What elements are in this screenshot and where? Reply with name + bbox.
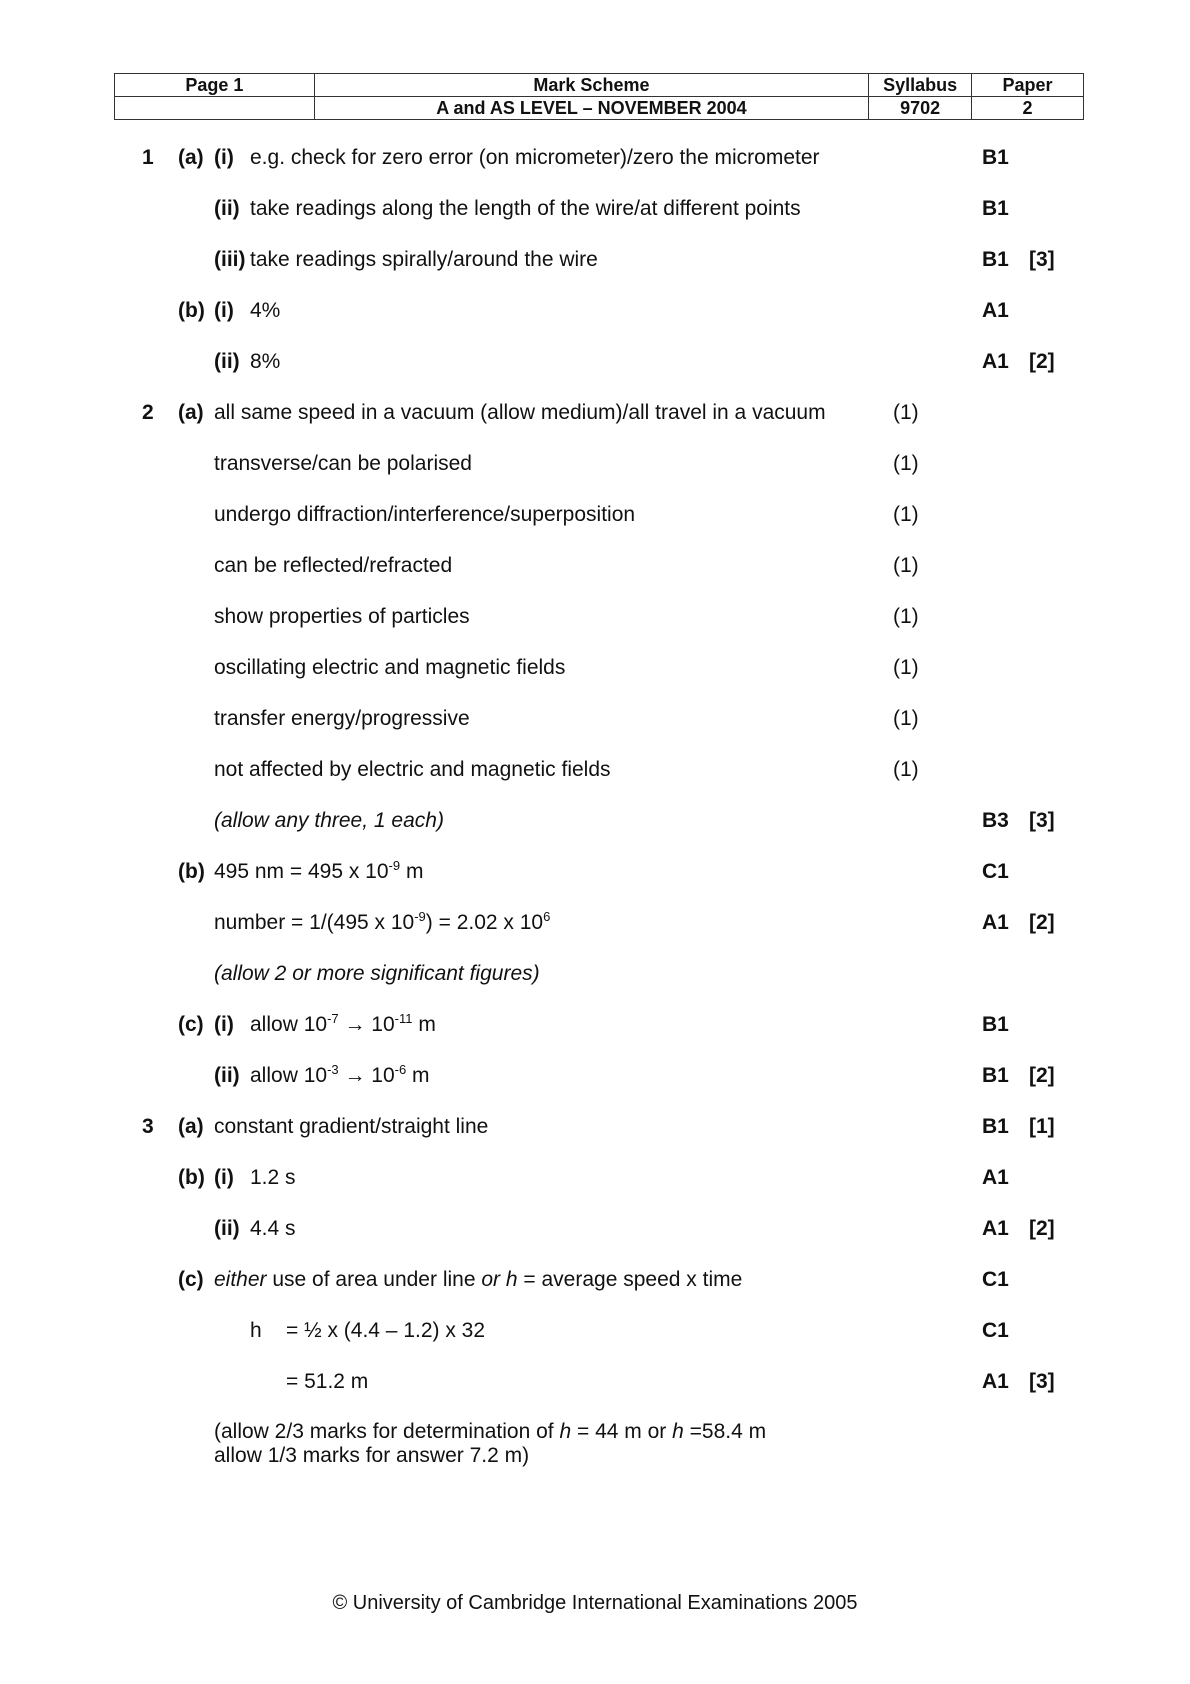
mark-code: B1 xyxy=(982,146,1009,169)
part-label: (a) xyxy=(178,1115,204,1138)
answer-text: all same speed in a vacuum (allow medium)/all travel in a vacuum xyxy=(214,401,826,424)
part-label: (c) xyxy=(178,1013,204,1036)
subpart-label: (ii) xyxy=(214,1217,240,1240)
mark-code: C1 xyxy=(982,860,1009,883)
header-table xyxy=(114,73,1084,120)
answer-text: not affected by electric and magnetic fields xyxy=(214,758,611,781)
total-marks: [2] xyxy=(1029,911,1055,934)
equation-variable: h xyxy=(250,1319,262,1342)
total-marks: [1] xyxy=(1029,1115,1055,1138)
page-number: Page 1 xyxy=(115,74,315,97)
answer-text: can be reflected/refracted xyxy=(214,554,453,577)
question-number: 1 xyxy=(142,146,154,169)
total-marks: [2] xyxy=(1029,350,1055,373)
sub-mark: (1) xyxy=(893,401,919,424)
answer-text: e.g. check for zero error (on micrometer)/zero the micrometer xyxy=(250,146,820,169)
mark-code: B3 xyxy=(982,809,1009,832)
answer-text: 1.2 s xyxy=(250,1166,296,1189)
answer-text: show properties of particles xyxy=(214,605,470,628)
part-label: (b) xyxy=(178,299,205,322)
equation-result: = 51.2 m xyxy=(286,1370,369,1393)
sub-mark: (1) xyxy=(893,758,919,781)
part-label: (b) xyxy=(178,1166,205,1189)
empty-cell xyxy=(115,97,315,120)
mark-code: A1 xyxy=(982,1370,1009,1393)
mark-code: A1 xyxy=(982,1166,1009,1189)
answer-text: transverse/can be polarised xyxy=(214,452,472,475)
answer-text: either use of area under line or h = average speed x time xyxy=(214,1268,743,1291)
answer-note: (allow 2/3 marks for determination of h = 44 m or h =58.4 m allow 1/3 marks for answer 7.2 m) xyxy=(214,1420,767,1467)
mark-code: B1 xyxy=(982,1064,1009,1087)
answer-text: constant gradient/straight line xyxy=(214,1115,489,1138)
mark-code: A1 xyxy=(982,299,1009,322)
subpart-label: (ii) xyxy=(214,197,240,220)
answer-text: 4% xyxy=(250,299,281,322)
total-marks: [2] xyxy=(1029,1217,1055,1240)
sub-mark: (1) xyxy=(893,656,919,679)
equation-text: = ½ x (4.4 – 1.2) x 32 xyxy=(286,1319,486,1342)
mark-code: B1 xyxy=(982,1013,1009,1036)
question-number: 2 xyxy=(142,401,154,424)
part-label: (b) xyxy=(178,860,205,883)
total-marks: [3] xyxy=(1029,248,1055,271)
subpart-label: (i) xyxy=(214,146,234,169)
answer-text: allow $10^{-3} \to 10^{-6}$ m xyxy=(250,1062,430,1087)
mark-code: A1 xyxy=(982,1217,1009,1240)
answer-text: undergo diffraction/interference/superposition xyxy=(214,503,636,526)
syllabus-label: Syllabus xyxy=(869,74,972,97)
mark-code: A1 xyxy=(982,350,1009,373)
answer-text: 495 nm = 495 x $10^{-9}$ m xyxy=(214,858,424,883)
subpart-label: (i) xyxy=(214,1166,234,1189)
sub-mark: (1) xyxy=(893,707,919,730)
subpart-label: (i) xyxy=(214,299,234,322)
sub-mark: (1) xyxy=(893,503,919,526)
answer-text: number = 1/(495 x $10^{-9}) = 2.02$ x $10^6$ xyxy=(214,909,551,934)
answer-text: 8% xyxy=(250,350,281,373)
question-number: 3 xyxy=(142,1115,154,1138)
sub-mark: (1) xyxy=(893,605,919,628)
paper-number: 2 xyxy=(972,97,1084,120)
answer-text: take readings spirally/around the wire xyxy=(250,248,598,271)
document-title: Mark Scheme xyxy=(314,74,868,97)
answer-text: 4.4 s xyxy=(250,1217,296,1240)
total-marks: [3] xyxy=(1029,1370,1055,1393)
answer-note: (allow any three, 1 each) xyxy=(214,809,444,832)
subpart-label: (ii) xyxy=(214,1064,240,1087)
answer-text: oscillating electric and magnetic fields xyxy=(214,656,566,679)
copyright-footer: © University of Cambridge International Examinations 2005 xyxy=(332,1592,858,1614)
sub-mark: (1) xyxy=(893,554,919,577)
mark-code: B1 xyxy=(982,1115,1009,1138)
document-subtitle: A and AS LEVEL – NOVEMBER 2004 xyxy=(314,97,868,120)
part-label: (c) xyxy=(178,1268,204,1291)
answer-text: transfer energy/progressive xyxy=(214,707,470,730)
subpart-label: (i) xyxy=(214,1013,234,1036)
mark-code: A1 xyxy=(982,911,1009,934)
answer-note: (allow 2 or more significant figures) xyxy=(214,962,540,985)
total-marks: [2] xyxy=(1029,1064,1055,1087)
subpart-label: (iii) xyxy=(214,248,246,271)
subpart-label: (ii) xyxy=(214,350,240,373)
mark-code: C1 xyxy=(982,1319,1009,1342)
mark-code: B1 xyxy=(982,197,1009,220)
paper-label: Paper xyxy=(972,74,1084,97)
total-marks: [3] xyxy=(1029,809,1055,832)
syllabus-code: 9702 xyxy=(869,97,972,120)
part-label: (a) xyxy=(178,146,204,169)
answer-text: take readings along the length of the wire/at different points xyxy=(250,197,801,220)
mark-code: B1 xyxy=(982,248,1009,271)
sub-mark: (1) xyxy=(893,452,919,475)
mark-code: C1 xyxy=(982,1268,1009,1291)
part-label: (a) xyxy=(178,401,204,424)
answer-text: allow $10^{-7} \to 10^{-11}$ m xyxy=(250,1011,436,1036)
